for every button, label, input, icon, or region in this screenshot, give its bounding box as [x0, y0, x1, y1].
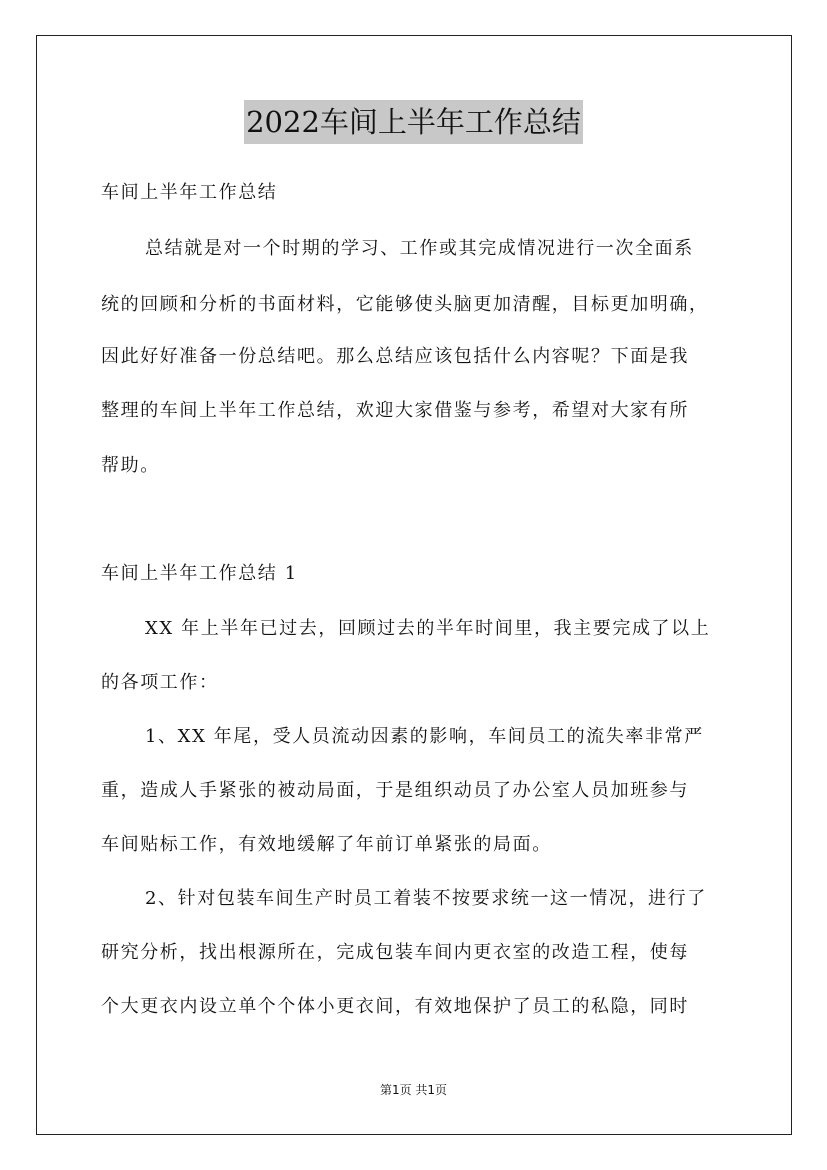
section-line: 的各项工作： [101, 672, 219, 693]
intro-line: 整理的车间上半年工作总结，欢迎大家借鉴与参考，希望对大家有所 [101, 400, 689, 421]
section-line: 车间贴标工作，有效地缓解了年前订单紧张的局面。 [101, 834, 552, 855]
subtitle: 车间上半年工作总结 [101, 182, 278, 203]
section-line: 个大更衣内设立单个个体小更衣间，有效地保护了员工的私隐，同时 [101, 996, 689, 1017]
section-heading: 车间上半年工作总结 1 [101, 563, 298, 584]
section-line: XX 年上半年已过去，回顾过去的半年时间里，我主要完成了以上 [145, 618, 711, 639]
title-container [0, 100, 827, 144]
section-line: 研究分析，找出根源所在，完成包装车间内更衣室的改造工程，使每 [101, 942, 689, 963]
section-line: 2、针对包装车间生产时员工着装不按要求统一这一情况，进行了 [145, 888, 707, 909]
section-line: 1、XX 年尾，受人员流动因素的影响，车间员工的流失率非常严 [145, 726, 704, 747]
intro-line: 统的回顾和分析的书面材料，它能够使头脑更加清醒，目标更加明确， [101, 294, 709, 315]
document-title: 2022车间上半年工作总结 [244, 100, 583, 144]
section-line: 重，造成人手紧张的被动局面，于是组织动员了办公室人员加班参与 [101, 780, 689, 801]
intro-line: 总结就是对一个时期的学习、工作或其完成情况进行一次全面系 [145, 238, 694, 259]
intro-line: 帮助。 [101, 455, 160, 476]
page-footer: 第1页 共1页 [379, 1083, 448, 1097]
intro-line: 因此好好准备一份总结吧。那么总结应该包括什么内容呢？下面是我 [101, 346, 689, 367]
